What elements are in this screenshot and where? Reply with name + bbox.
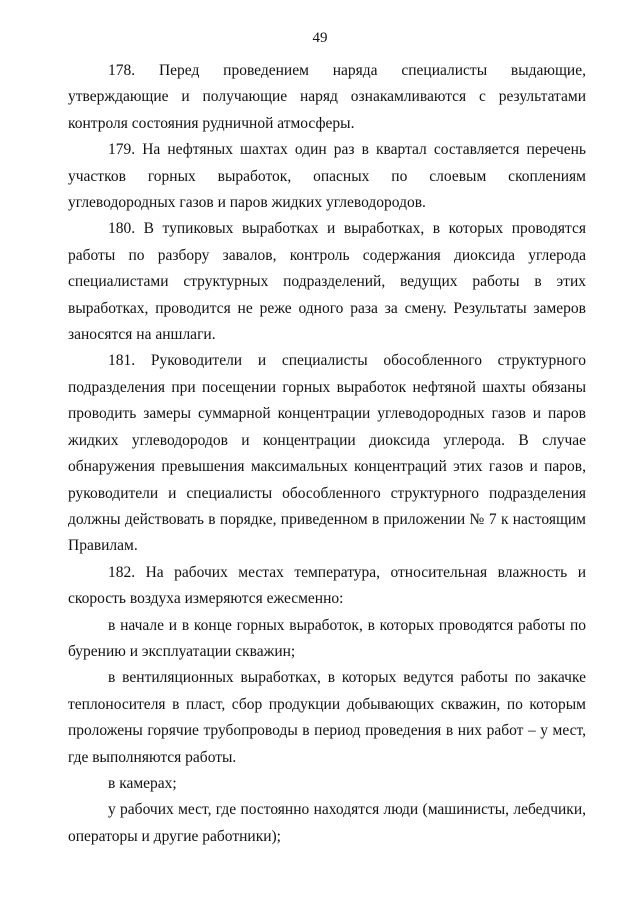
page-number: 49 [312, 30, 328, 46]
paragraph-182: 182. На рабочих местах температура, относительная влажность и скорость воздуха измеряются ежесменно: [68, 563, 586, 608]
list-item-ventilation: в вентиляционных выработках, в которых ведутся работы по закачке теплоносителя в пласт, сбор продукции добывающих скважин, по которым проложены горячие трубопроводы в период проведения в них работ – у мест, где выполняются работы. [68, 669, 586, 766]
paragraph-180: 180. В тупиковых выработках и выработках, в которых проводятся работы по разбору завалов, контроль содержания диоксида углерода специалистами структурных подразделений, ведущих работы в этих выработках, проводится не реже одного раза за смену. Результаты замеров заносятся на аншлаги. [68, 220, 586, 344]
paragraph-181: 181. Руководители и специалисты обособленного структурного подразделения при посещении горных выработок нефтяной шахты обязаны проводить замеры суммарной концентрации углеводородных газов и паров жидких углеводородов и концентрации диоксида углерода. В случае обнаружения превышения максимальных концентраций этих газов и паров, руководители и специалисты обособленного структурного подразделения должны действовать в порядке, приведенном в приложении № 7 к настоящим Правилам. [68, 352, 586, 555]
list-item-chambers: в камерах; [108, 774, 177, 792]
document-body [68, 58, 586, 850]
list-item-drilling: в начале и в конце горных выработок, в которых проводятся работы по бурению и эксплуатации скважин; [68, 616, 586, 660]
list-item-workplaces: у рабочих мест, где постоянно находятся люди (машинисты, лебедчики, операторы и другие работники); [68, 801, 586, 845]
paragraph-179: 179. На нефтяных шахтах один раз в квартал составляется перечень участков горных выработок, опасных по слоевым скоплениям углеводородных газов и паров жидких углеводородов. [68, 141, 586, 212]
paragraph-178: 178. Перед проведением наряда специалисты выдающие, утверждающие и получающие наряд ознакамливаются с результатами контроля состояния рудничной атмосферы. [68, 62, 586, 132]
